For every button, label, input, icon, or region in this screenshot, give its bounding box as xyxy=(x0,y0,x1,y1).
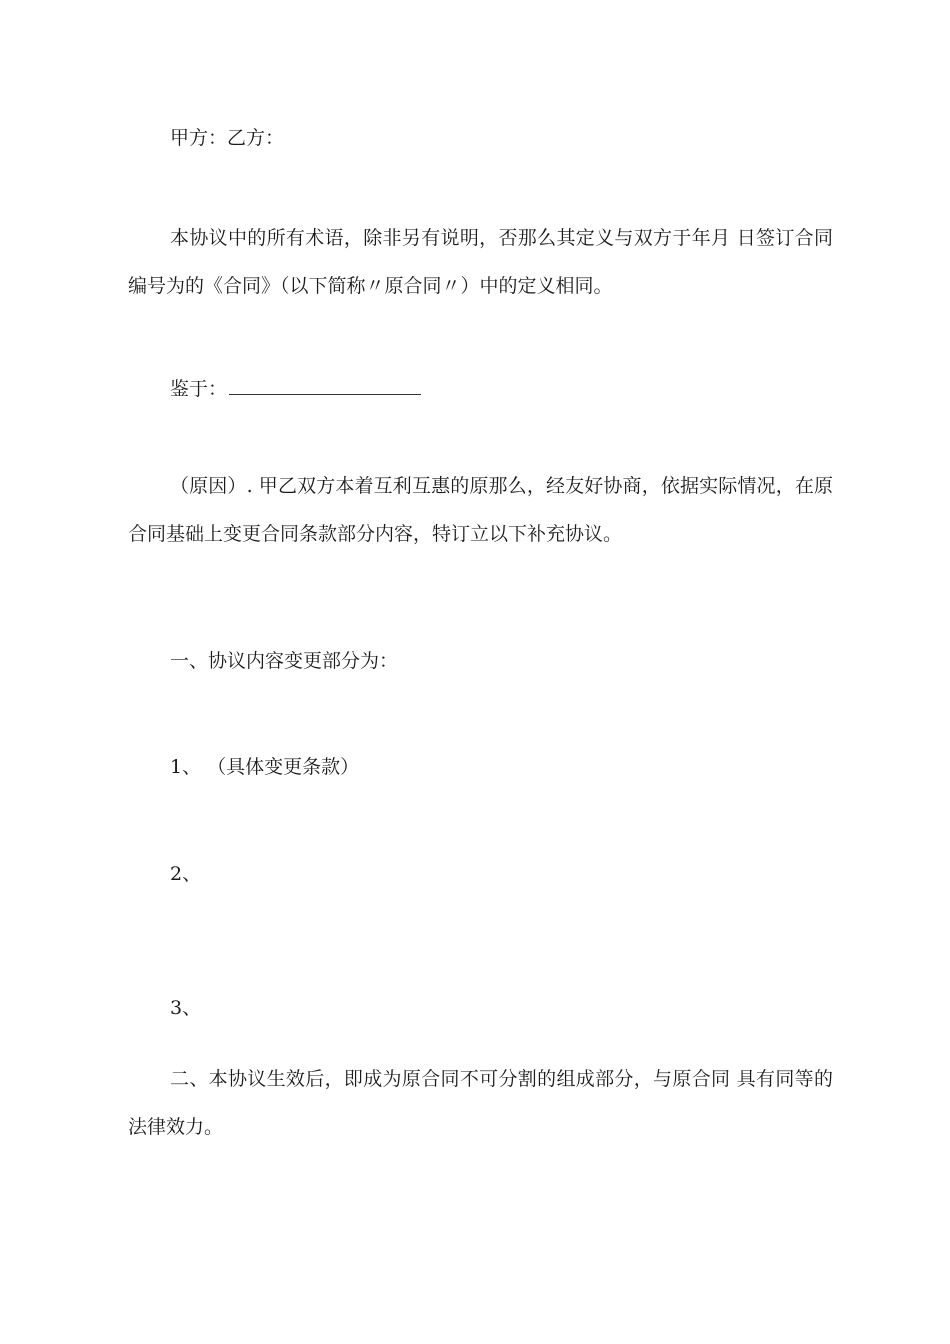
whereas-line xyxy=(170,374,875,401)
whereas-blank xyxy=(229,374,421,395)
whereas-label: 鉴于： xyxy=(170,378,228,400)
section2-paragraph: 二、本协议生效后，即成为原合同不可分割的组成部分，与原合同 具有同等的法律效力。 xyxy=(128,1068,833,1138)
reason-paragraph: （原因）. 甲乙双方本着互利互惠的原那么，经友好协商，依据实际情况，在原合同基础上变更合同条款部分内容，特订立以下补充协议。 xyxy=(128,475,833,545)
parties-line: 甲方：乙方： xyxy=(170,127,285,149)
list-item: 1、 （具体变更条款） xyxy=(170,756,360,778)
list-item: 2、 xyxy=(170,863,202,885)
section1-heading: 一、协议内容变更部分为： xyxy=(170,650,399,672)
list-item: 3、 xyxy=(170,997,202,1019)
definitions-paragraph: 本协议中的所有术语，除非另有说明，否那么其定义与双方于年月 日签订合同编号为的《合同》（以下简称〃原合同〃）中的定义相同。 xyxy=(128,227,833,297)
